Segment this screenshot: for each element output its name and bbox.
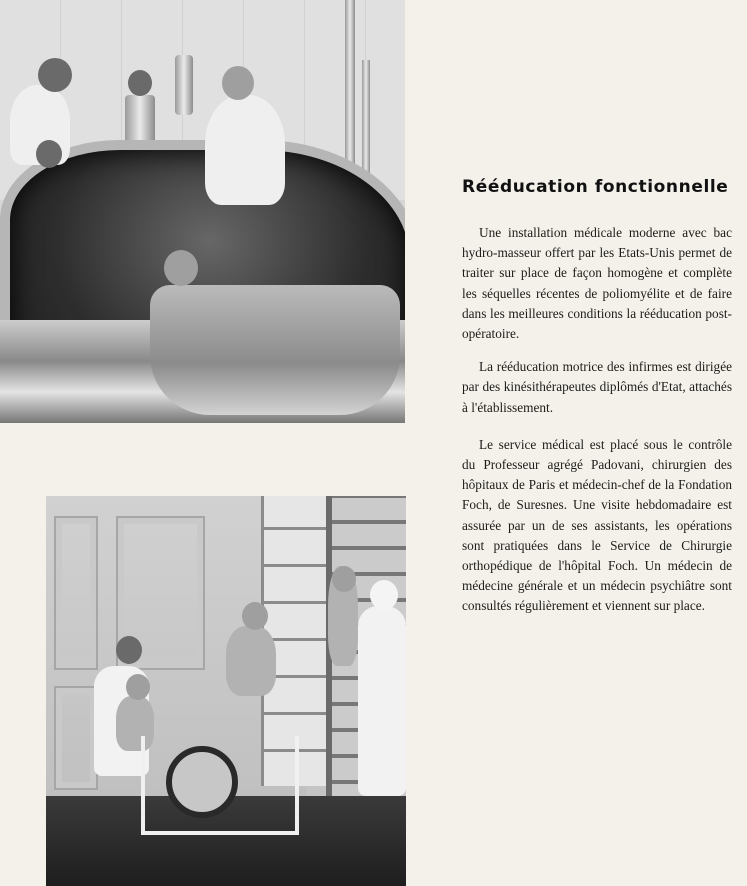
nurse-figure	[358, 606, 406, 796]
tub-lobe	[150, 285, 400, 415]
tap-fixture	[125, 95, 155, 145]
boy-head	[332, 566, 356, 592]
cyclist-figure	[226, 626, 276, 696]
paragraph-motor-reeducation: La rééducation motrice des infirmes est dirigée par des kinésithérapeutes diplômés d'Etat, attachés à l'établissement.	[462, 359, 732, 415]
nurse-cap	[370, 580, 398, 610]
wall-panel	[54, 686, 98, 790]
gymnasium-exercise-photo	[46, 496, 406, 886]
tap-fixture	[175, 55, 193, 115]
child-head	[36, 140, 62, 168]
nurse-head	[222, 66, 254, 100]
boy-head	[126, 674, 150, 700]
child-head	[128, 70, 152, 96]
nurse-figure	[205, 95, 285, 205]
article-body	[462, 223, 732, 630]
section-heading: Rééducation fonctionnelle	[462, 177, 729, 197]
nurse-head	[38, 58, 72, 92]
nurse-head	[116, 636, 142, 664]
hydrotherapy-tub-photo	[0, 0, 405, 423]
child-head	[164, 250, 198, 286]
cyclist-head	[242, 602, 268, 630]
paragraph-medical-service: Le service médical est placé sous le contrôle du Professeur agrégé Padovani, chirurgien des hôpitaux de Paris et médecin-chef de la Fondation Foch, de Suresnes. Une visite hebdomadaire est assurée par un de ses assistants, les opérations sont pratiquées dans le Service de Chirurgie orthopédique de l'hôpital Foch. Un médecin de médecine générale et un médecin psychiâtre sont consultés régulièrement et viennent sur place.	[462, 436, 732, 614]
wall-panel	[54, 516, 98, 670]
paragraph-installation: Une installation médicale moderne avec bac hydro-masseur offert par les Etats-Unis permet de traiter sur place de façon homogène et complète les séquelles récentes de poliomyélite et de faire dans les meilleures conditions la rééducation post-opératoire.	[462, 225, 732, 342]
bike-wheel	[166, 746, 238, 818]
